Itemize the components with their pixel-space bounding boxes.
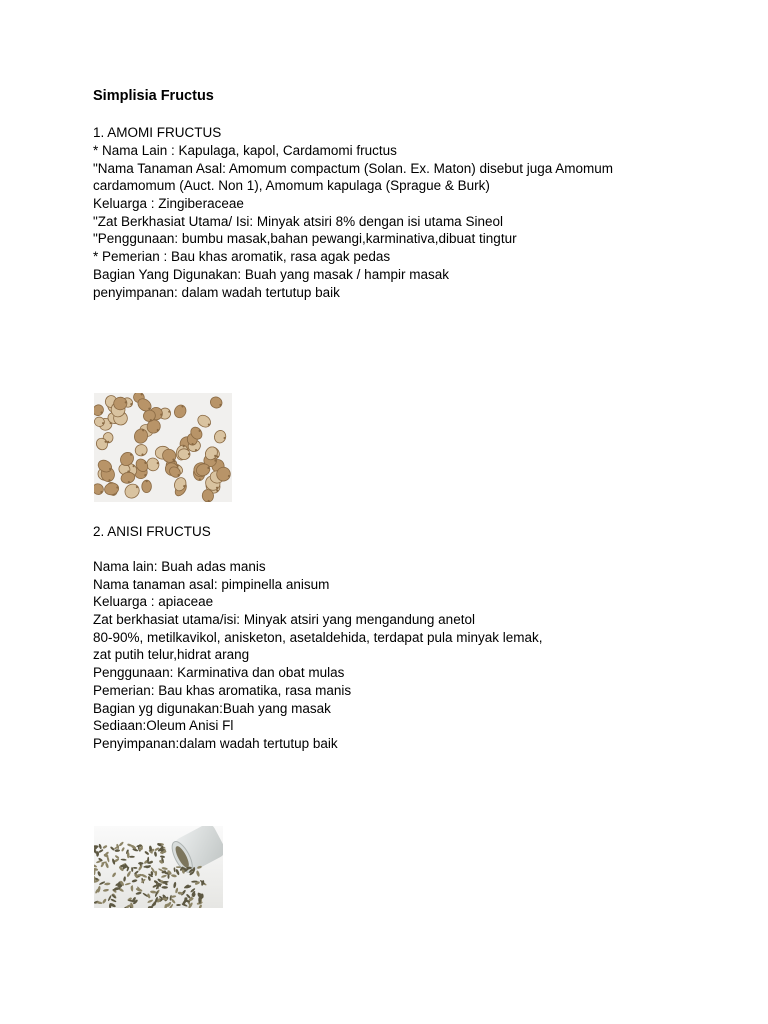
body-line: "Nama Tanaman Asal: Amomum compactum (Solan. Ex. Maton) disebut juga Amomum bbox=[93, 160, 614, 176]
body-line: Nama lain: Buah adas manis bbox=[93, 559, 266, 574]
body-line: Bagian Yang Digunakan: Buah yang masak / hampir masak bbox=[93, 266, 449, 282]
body-line: Penyimpanan:dalam wadah tertutup baik bbox=[93, 735, 338, 751]
section-body-amomi bbox=[93, 142, 613, 301]
section-body-anisi bbox=[93, 558, 543, 753]
section-heading-amomi bbox=[93, 124, 221, 142]
body-line: zat putih telur,hidrat arang bbox=[93, 647, 250, 663]
body-line: "Zat Berkhasiat Utama/ Isi: Minyak atsiri 8% dengan isi utama Sineol bbox=[93, 213, 503, 229]
body-line: Zat berkhasiat utama/isi: Minyak atsiri yang mengandung anetol bbox=[93, 612, 475, 628]
anise-seeds-jar-photo bbox=[94, 826, 223, 908]
body-line: penyimpanan: dalam wadah tertutup baik bbox=[93, 284, 340, 300]
body-line: * Nama Lain : Kapulaga, kapol, Cardamomi fructus bbox=[93, 143, 397, 158]
body-line: * Pemerian : Bau khas aromatik, rasa agak pedas bbox=[93, 249, 391, 265]
body-line: Pemerian: Bau khas aromatika, rasa manis bbox=[93, 682, 352, 698]
cardamom-pods-photo bbox=[94, 393, 232, 502]
body-line: Nama tanaman asal: pimpinella anisum bbox=[93, 576, 330, 592]
section-heading-text: 1. AMOMI FRUCTUS bbox=[93, 125, 222, 140]
body-line: Bagian yg digunakan:Buah yang masak bbox=[93, 700, 331, 716]
body-line: "Penggunaan: bumbu masak,bahan pewangi,karminativa,dibuat tingtur bbox=[93, 231, 517, 247]
body-line: cardamomum (Auct. Non 1), Amomum kapulaga (Sprague & Burk) bbox=[93, 178, 490, 194]
document-title: Simplisia Fructus bbox=[93, 88, 214, 104]
body-line: Sediaan:Oleum Anisi Fl bbox=[93, 718, 234, 734]
section-heading-anisi bbox=[93, 523, 211, 541]
body-line: Keluarga : Zingiberaceae bbox=[93, 196, 244, 212]
section-heading-text: 2. ANISI FRUCTUS bbox=[93, 524, 211, 539]
body-line: Penggunaan: Karminativa dan obat mulas bbox=[93, 665, 345, 681]
body-line: Keluarga : apiaceae bbox=[93, 594, 214, 610]
body-line: 80-90%, metilkavikol, anisketon, asetaldehida, terdapat pula minyak lemak, bbox=[93, 629, 543, 645]
